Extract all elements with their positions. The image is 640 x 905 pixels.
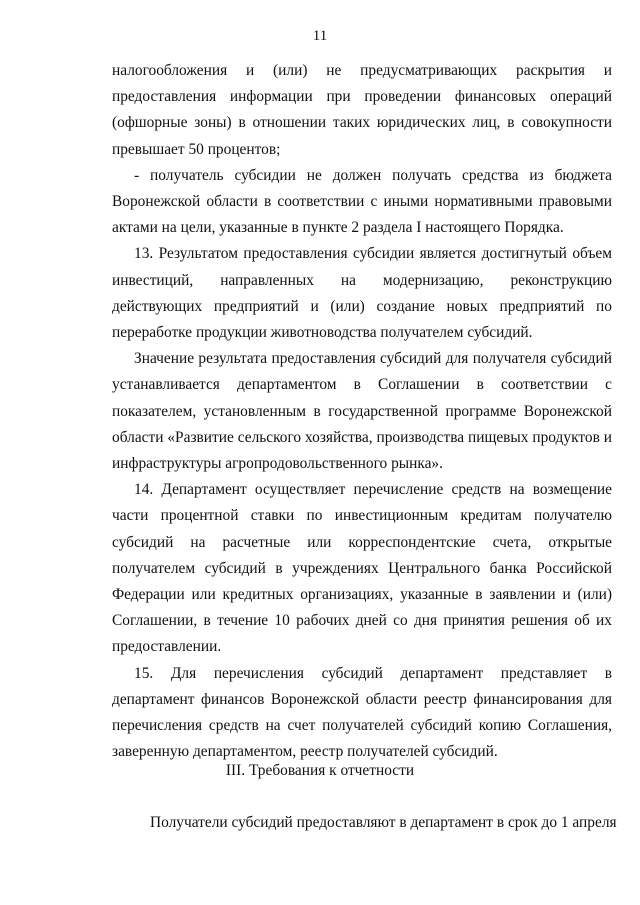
paragraph-13-result: 13. Результатом предоставления субсидии является достигнутый объем инвестиций, направленных на модернизацию, реконструкцию действующих предприятий и (или) создание новых предприятий по переработке продукции животноводства получателем субсидий. [112,245,612,342]
body-text [112,58,612,765]
paragraph-14-transfer: 14. Департамент осуществляет перечисление средств на возмещение части процентной ставки по инвестиционным кредитам получателю субсидий на расчетные или корреспондентские счета, открытые получателем субсидий в учреждениях Центрального банка Российской Федерации или кредитных организациях, указанные в заявлении и (или) Соглашении, в течение 10 рабочих дней со дня принятия решения об их предоставлении. [112,481,612,656]
paragraph-reporting-start: Получатели субсидий предоставляют в департамент в срок до 1 апреля [150,814,617,831]
paragraph-offshore-continuation: налогообложения и (или) не предусматривающих раскрытия и предоставления информации при проведении финансовых операций (офшорные зоны) в отношении таких юридических лиц, в совокупности превышает 50 процентов; [112,62,612,158]
paragraph-result-value: Значение результата предоставления субсидий для получателя субсидий устанавливается департаментом в Соглашении в соответствии с показателем, установленным в государственной программе Воронежской области «Развитие сельского хозяйства, производства пищевых продуктов и инфраструктуры агропродовольственного рынка». [112,350,612,473]
paragraph-15-registry: 15. Для перечисления субсидий департамент представляет в департамент финансов Воронежской области реестр финансирования для перечисления средств на счет получателей субсидий копию Соглашения, заверенную департаментом, реестр получателей субсидий. [112,664,612,761]
paragraph-budget-condition: - получатель субсидии не должен получать средства из бюджета Воронежской области в соответствии с иными нормативными правовыми актами на цели, указанные в пункте 2 раздела I настоящего Порядка. [112,166,612,237]
page-number: 11 [312,28,328,44]
section-heading: III. Требования к отчетности [225,762,415,779]
